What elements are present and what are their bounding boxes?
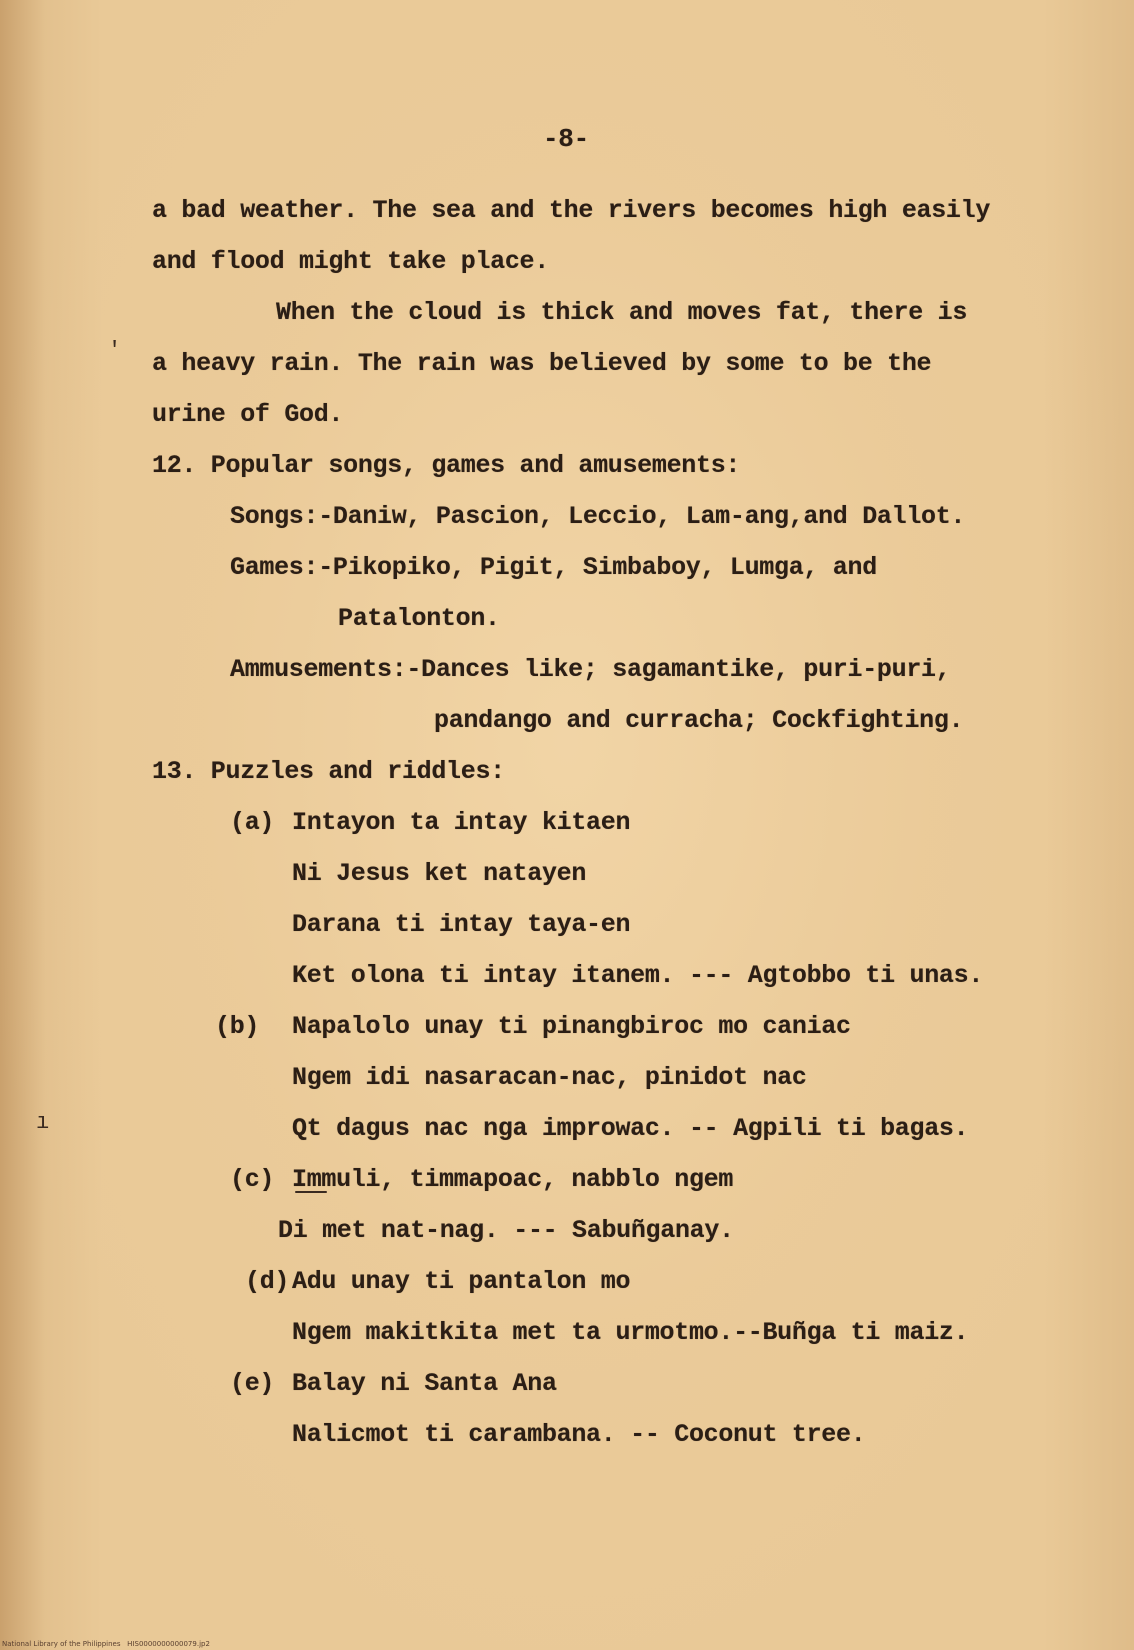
songs-line: Songs:-Daniw, Pascion, Leccio, Lam-ang,and Dallot. — [230, 502, 966, 531]
riddle-line: Ngem idi nasaracan-nac, pinidot nac — [292, 1063, 807, 1092]
text-line: and flood might take place. — [152, 247, 549, 276]
riddle-label-d: (d) — [245, 1267, 290, 1296]
archive-footer: National Library of the Philippines HIS0000000000079.jp2 — [2, 1640, 210, 1648]
section-heading-12: 12. Popular songs, games and amusements: — [152, 451, 741, 480]
riddle-line: Ni Jesus ket natayen — [292, 859, 587, 888]
text-line: a bad weather. The sea and the rivers becomes high easily — [152, 196, 991, 225]
riddle-label-c: (c) — [230, 1165, 275, 1194]
riddle-label-a: (a) — [230, 808, 275, 837]
riddle-line-answer: Di met nat-nag. --- Sabuñganay. — [278, 1216, 734, 1245]
riddle-line-answer: Nalicmot ti carambana. -- Coconut tree. — [292, 1420, 866, 1449]
pencil-mark: ′ — [108, 338, 122, 363]
riddle-line-answer: Ket olona ti intay itanem. --- Agtobbo ti unas. — [292, 961, 984, 990]
riddle-line-answer: Ngem makitkita met ta urmotmo.--Buñga ti maiz. — [292, 1318, 969, 1347]
riddle-line: Intayon ta intay kitaen — [292, 808, 631, 837]
paragraph-first-line: When the cloud is thick and moves fat, there is — [276, 298, 968, 327]
page-number: -8- — [543, 124, 589, 154]
margin-mark: ı — [36, 1110, 50, 1135]
section-heading-13: 13. Puzzles and riddles: — [152, 757, 505, 786]
riddle-line: Balay ni Santa Ana — [292, 1369, 557, 1398]
riddle-line: Adu unay ti pantalon mo — [292, 1267, 631, 1296]
riddle-line: Immuli, timmapoac, nabblo ngem — [292, 1165, 734, 1194]
text-line: urine of God. — [152, 400, 344, 429]
games-continuation: Patalonton. — [338, 604, 500, 633]
riddle-line: Darana ti intay taya-en — [292, 910, 631, 939]
riddle-line: Napalolo unay ti pinangbiroc mo caniac — [292, 1012, 851, 1041]
riddle-label-b: (b) — [215, 1012, 260, 1041]
amusements-continuation: pandango and curracha; Cockfighting. — [434, 706, 964, 735]
riddle-line-answer: Qt dagus nac nga improwac. -- Agpili ti bagas. — [292, 1114, 969, 1143]
text-line: a heavy rain. The rain was believed by some to be the — [152, 349, 932, 378]
games-line: Games:-Pikopiko, Pigit, Simbaboy, Lumga, and — [230, 553, 877, 582]
riddle-label-e: (e) — [230, 1369, 275, 1398]
amusements-line: Ammusements:-Dances like; sagamantike, puri-puri, — [230, 655, 951, 684]
